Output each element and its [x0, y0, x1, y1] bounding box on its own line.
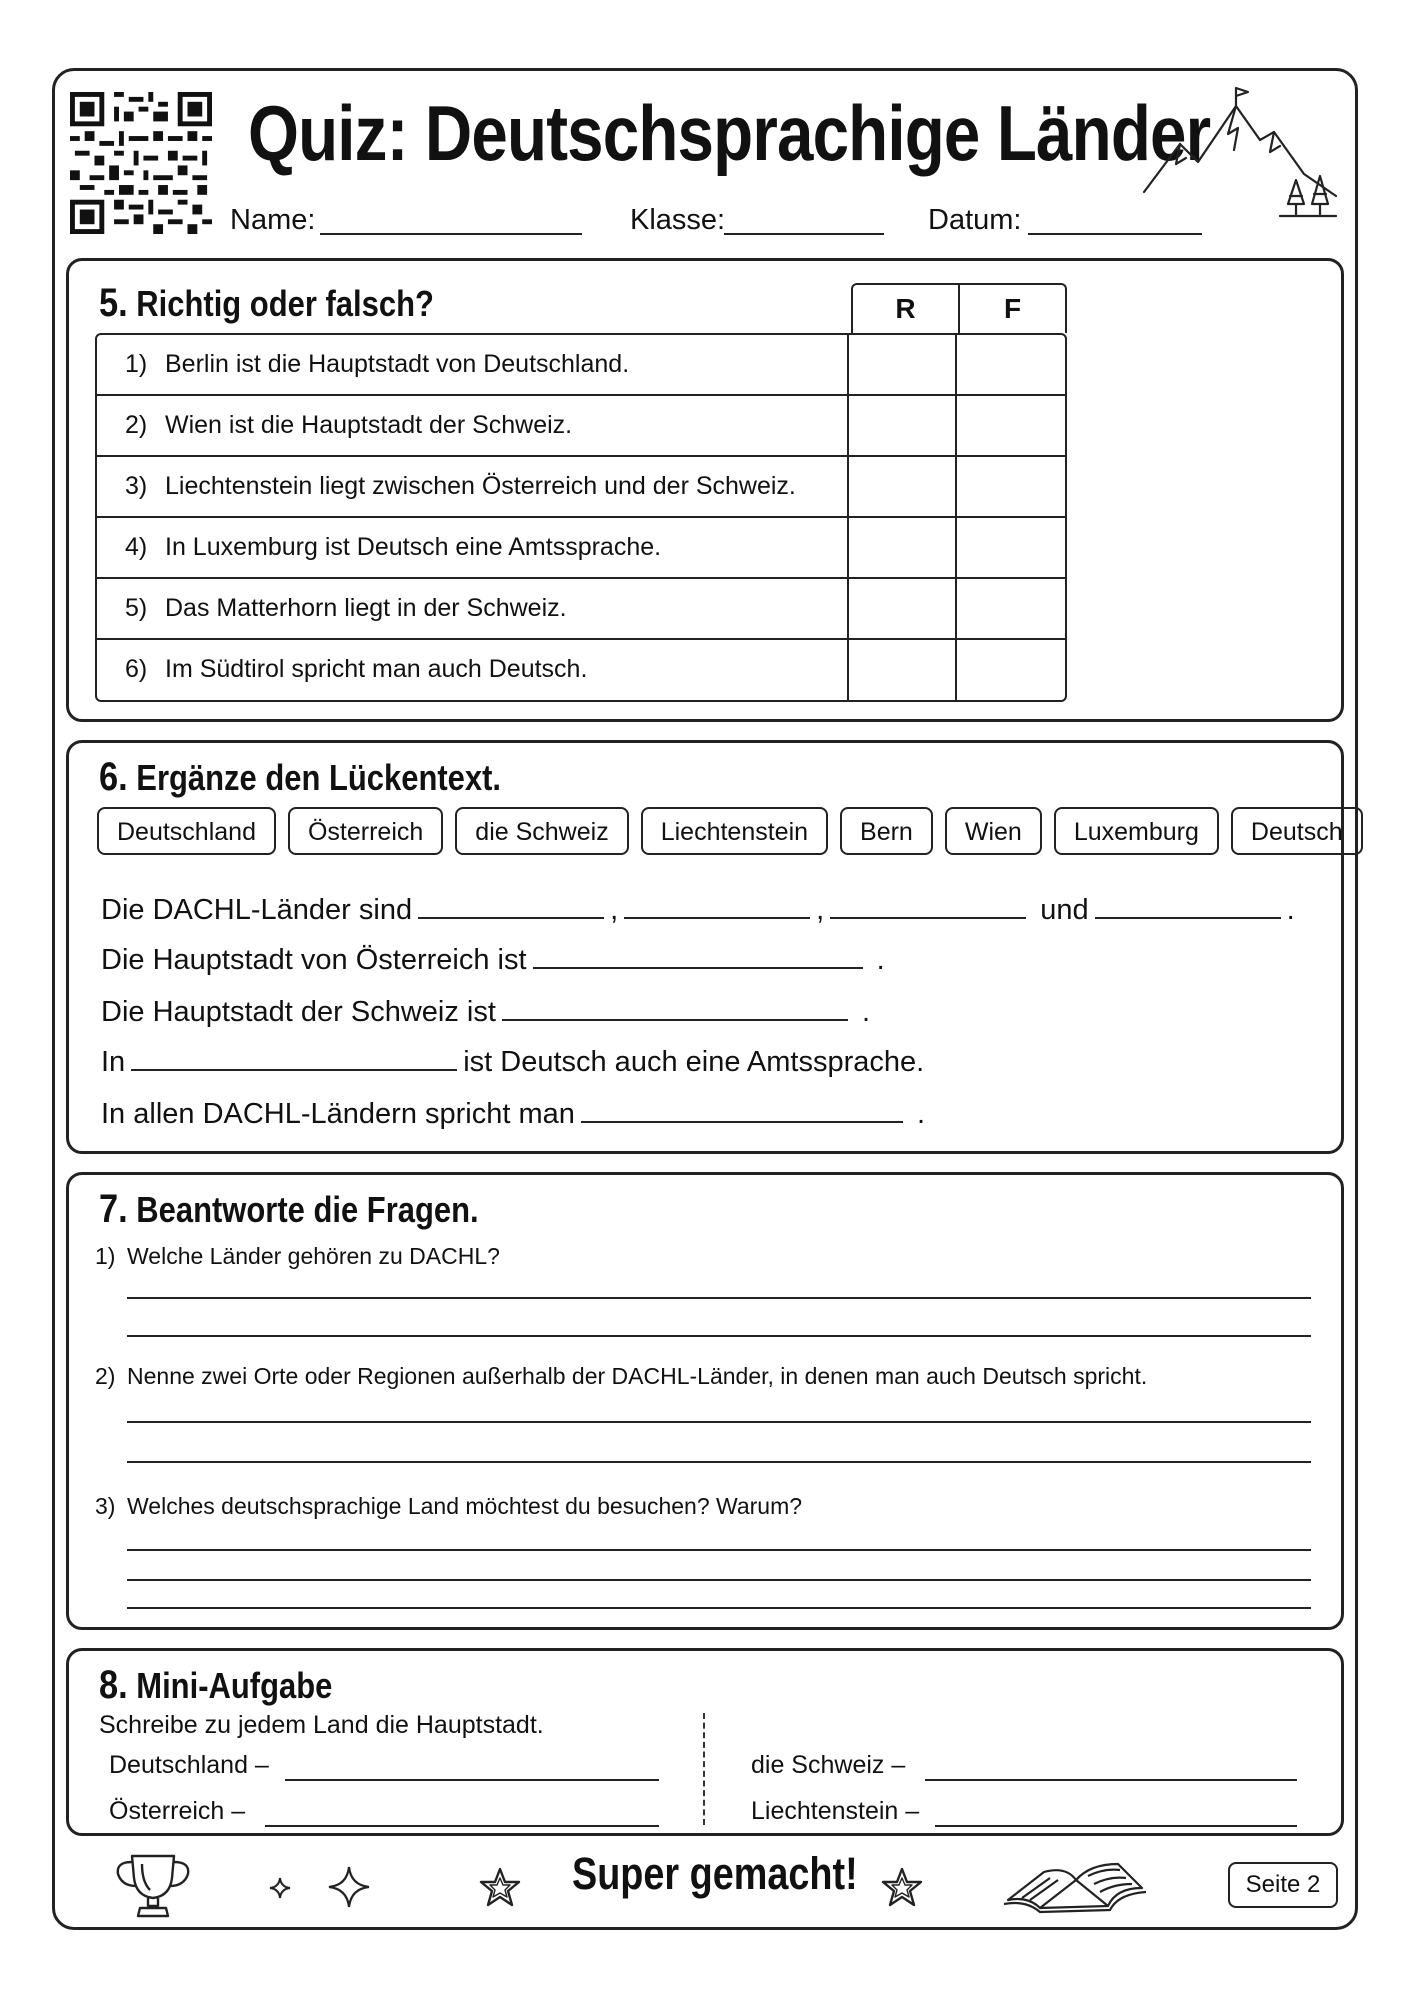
word-chip[interactable]: Liechtenstein: [641, 807, 828, 855]
class-field[interactable]: [724, 233, 884, 235]
blank-field[interactable]: [502, 993, 848, 1021]
blank-field[interactable]: [131, 1043, 457, 1071]
answer-cell-r[interactable]: [849, 335, 957, 394]
statement: 6) Im Südtirol spricht man auch Deutsch.: [97, 640, 849, 700]
cloze-sentence: In ist Deutsch auch eine Amtssprache.: [101, 1043, 924, 1079]
statement: 3) Liechtenstein liegt zwischen Österreich und der Schweiz.: [97, 457, 849, 516]
star-icon: [880, 1866, 924, 1908]
column-r-header: R: [853, 285, 960, 333]
country-label: die Schweiz –: [751, 1751, 906, 1779]
country-label: Liechtenstein –: [751, 1797, 920, 1825]
answer-cell-r[interactable]: [849, 518, 957, 577]
answer-cell-f[interactable]: [957, 335, 1065, 394]
word-chip[interactable]: Österreich: [288, 807, 443, 855]
true-false-table: [95, 333, 1067, 702]
cloze-sentence: Die Hauptstadt von Österreich ist .: [101, 941, 885, 977]
answer-line[interactable]: [127, 1579, 1311, 1581]
answer-cell-f[interactable]: [957, 457, 1065, 516]
word-chip[interactable]: Deutschland: [97, 807, 276, 855]
word-chip[interactable]: Bern: [840, 807, 933, 855]
mini-task-instruction: Schreibe zu jedem Land die Hauptstadt.: [99, 1711, 544, 1739]
section-questions: [66, 1172, 1344, 1630]
blank-field[interactable]: [533, 941, 863, 969]
page-number-badge: Seite 2: [1228, 1862, 1338, 1908]
section-heading: 7. Beantworte die Fragen.: [99, 1187, 479, 1231]
divider: [703, 1713, 705, 1825]
cloze-sentence: Die DACHL-Länder sind , , und .: [101, 891, 1295, 927]
capital-field[interactable]: [925, 1779, 1297, 1781]
section-heading: 5. Richtig oder falsch?: [99, 281, 434, 325]
trophy-icon: [112, 1852, 194, 1922]
sparkle-icon: [268, 1876, 292, 1900]
answer-cell-r[interactable]: [849, 396, 957, 455]
column-f-header: F: [1003, 293, 1022, 324]
answer-cell-f[interactable]: [957, 579, 1065, 638]
table-row: [97, 396, 1065, 457]
name-field[interactable]: [320, 233, 582, 235]
section-heading: 6. Ergänze den Lückentext.: [99, 755, 502, 799]
statement: 2) Wien ist die Hauptstadt der Schweiz.: [97, 396, 849, 455]
word-chip[interactable]: Deutsch: [1231, 807, 1363, 855]
question-2: 2) Nenne zwei Orte oder Regionen außerhalb der DACHL-Länder, in denen man auch Deutsch spricht.: [95, 1363, 1148, 1389]
country-label: Deutschland –: [109, 1751, 269, 1779]
date-label: Datum:: [928, 204, 1022, 236]
sparkle-icon: [326, 1864, 372, 1910]
answer-line[interactable]: [127, 1335, 1311, 1337]
blank-field[interactable]: [581, 1095, 903, 1123]
word-bank: [97, 807, 1343, 855]
capital-field[interactable]: [265, 1825, 659, 1827]
question-3: 3) Welches deutschsprachige Land möchtest du besuchen? Warum?: [95, 1493, 803, 1519]
answer-cell-r[interactable]: [849, 579, 957, 638]
section-cloze-text: [66, 740, 1344, 1154]
capital-field[interactable]: [935, 1825, 1297, 1827]
answer-line[interactable]: [127, 1421, 1311, 1423]
open-book-icon: [1000, 1854, 1150, 1918]
answer-line[interactable]: [127, 1461, 1311, 1463]
section-mini-task: [66, 1648, 1344, 1836]
mountain-icon: [1140, 84, 1340, 232]
blank-field[interactable]: [418, 891, 604, 919]
word-chip[interactable]: die Schweiz: [455, 807, 628, 855]
cloze-sentence: In allen DACHL-Ländern spricht man .: [101, 1095, 925, 1131]
word-chip[interactable]: Wien: [945, 807, 1042, 855]
statement: 5) Das Matterhorn liegt in der Schweiz.: [97, 579, 849, 638]
qr-code-icon: [70, 92, 212, 234]
word-chip[interactable]: Luxemburg: [1054, 807, 1219, 855]
statement: 1) Berlin ist die Hauptstadt von Deutschland.: [97, 335, 849, 394]
capital-field[interactable]: [285, 1779, 659, 1781]
statement: 4) In Luxemburg ist Deutsch eine Amtssprache.: [97, 518, 849, 577]
country-label: Österreich –: [109, 1797, 246, 1825]
blank-field[interactable]: [624, 891, 810, 919]
answer-cell-r[interactable]: [849, 457, 957, 516]
answer-cell-r[interactable]: [849, 640, 957, 700]
answer-line[interactable]: [127, 1297, 1311, 1299]
table-row: [97, 640, 1065, 700]
cloze-sentence: Die Hauptstadt der Schweiz ist .: [101, 993, 870, 1029]
star-icon: [478, 1866, 522, 1908]
blank-field[interactable]: [830, 891, 1026, 919]
table-row: [97, 579, 1065, 640]
section-heading: 8. Mini-Aufgabe: [99, 1663, 333, 1707]
date-field[interactable]: [1028, 233, 1202, 235]
table-row: [97, 335, 1065, 396]
name-label: Name:: [230, 204, 316, 236]
answer-cell-f[interactable]: [957, 518, 1065, 577]
section-true-false: [66, 258, 1344, 722]
answer-line[interactable]: [127, 1549, 1311, 1551]
answer-cell-f[interactable]: [957, 396, 1065, 455]
blank-field[interactable]: [1095, 891, 1281, 919]
page-title: Quiz: Deutschsprachige Länder: [248, 89, 1211, 177]
answer-cell-f[interactable]: [957, 640, 1065, 700]
class-label: Klasse:: [630, 204, 726, 236]
table-row: [97, 518, 1065, 579]
answer-line[interactable]: [127, 1607, 1311, 1609]
rf-header: [851, 283, 1067, 333]
question-1: 1) Welche Länder gehören zu DACHL?: [95, 1243, 500, 1269]
table-row: [97, 457, 1065, 518]
praise-message: Super gemacht!: [572, 1848, 858, 1899]
